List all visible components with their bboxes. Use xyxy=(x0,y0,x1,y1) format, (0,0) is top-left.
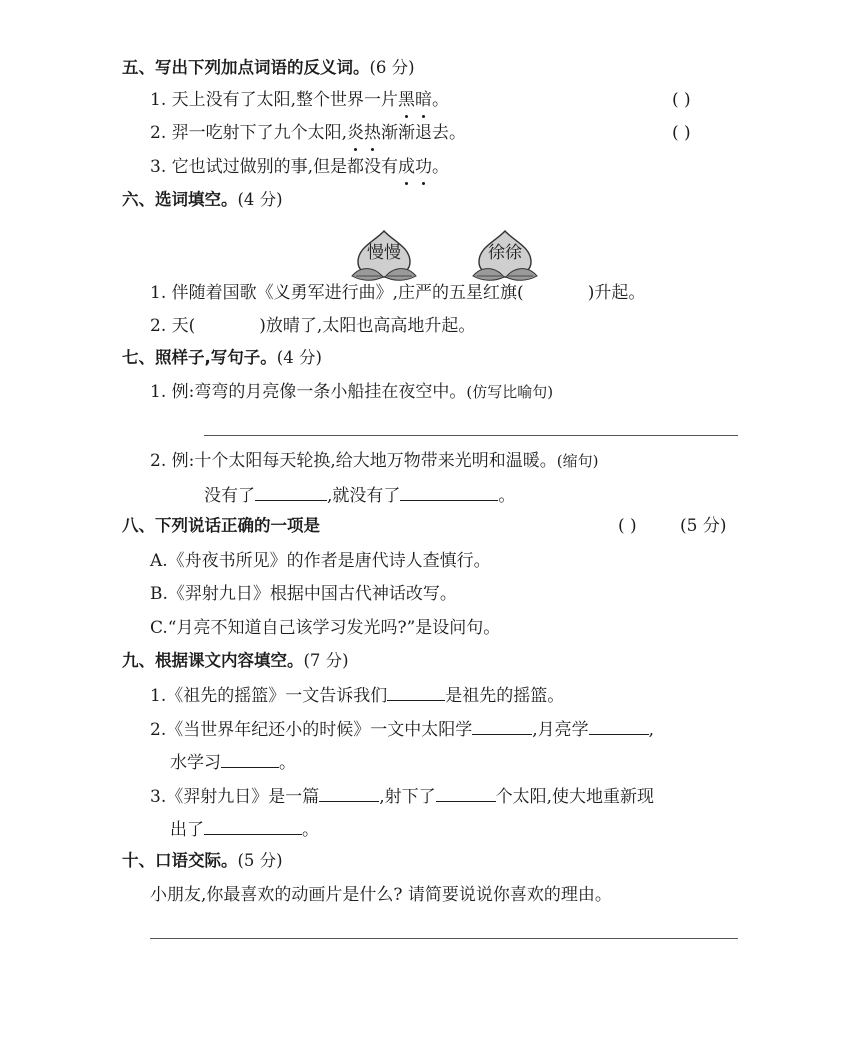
dotted-char: 功 xyxy=(415,157,433,177)
fill-blank[interactable] xyxy=(589,716,649,735)
section-5-item-1: 1. 天上没有了太阳,整个世界一片黑暗。 xyxy=(150,90,450,110)
section-6-item-1: 1. 伴随着国歌《义勇军进行曲》,庄严的五星红旗( )升起。 xyxy=(150,283,646,303)
section-7-item-2: 2. 例:十个太阳每天轮换,给大地万物带来光明和温暖。(缩句) xyxy=(150,451,599,471)
fill-blank[interactable] xyxy=(221,749,279,768)
section-6-title: 六、选词填空。(4 分) xyxy=(122,190,283,209)
section-7-title: 七、照样子,写句子。(4 分) xyxy=(122,348,322,367)
fill-blank[interactable] xyxy=(387,682,445,701)
fill-blank[interactable] xyxy=(472,716,532,735)
answer-paren[interactable]: ( ) xyxy=(618,516,637,536)
dotted-word xyxy=(398,157,432,177)
section-7-item-2-answer: 没有了 ,就没有了 。 xyxy=(204,482,515,508)
section-7-item-1: 1. 例:弯弯的月亮像一条小船挂在夜空中。(仿写比喻句) xyxy=(150,382,554,402)
section-9-item-2-cont: 水学习 。 xyxy=(170,749,296,775)
fill-blank[interactable] xyxy=(255,482,327,501)
fill-blank[interactable] xyxy=(400,482,498,501)
section-10-prompt: 小朋友,你最喜欢的动画片是什么? 请简要说说你喜欢的理由。 xyxy=(150,885,612,905)
section-10-title: 十、口语交际。(5 分) xyxy=(122,851,283,870)
choice-word: 慢慢 xyxy=(367,243,401,263)
word-seed-2 xyxy=(470,229,540,281)
answer-paren[interactable]: ( ) xyxy=(672,123,691,143)
section-8-title: 八、下列说话正确的一项是 xyxy=(122,516,320,535)
choice-word: 徐徐 xyxy=(488,243,522,263)
section-6-item-2: 2. 天( )放晴了,太阳也高高地升起。 xyxy=(150,316,476,336)
answer-line[interactable] xyxy=(204,435,738,436)
dotted-char: 成 xyxy=(398,157,416,177)
option-b: B.《羿射九日》根据中国古代神话改写。 xyxy=(150,584,457,604)
dotted-word xyxy=(398,90,432,110)
word-seed-1 xyxy=(349,229,419,281)
option-a: A.《舟夜书所见》的作者是唐代诗人查慎行。 xyxy=(150,551,491,571)
fill-blank[interactable] xyxy=(204,816,302,835)
option-c: C.“月亮不知道自己该学习发光吗?”是设问句。 xyxy=(150,618,501,638)
fill-blank[interactable] xyxy=(319,783,379,802)
section-9-item-2: 2.《当世界年纪还小的时候》一文中太阳学 ,月亮学 , xyxy=(150,716,654,742)
section-5-item-2: 2. 羿一吃射下了九个太阳,炎热渐渐退去。 xyxy=(150,123,467,143)
fill-blank[interactable] xyxy=(436,783,496,802)
answer-line[interactable] xyxy=(150,938,738,939)
section-9-item-3: 3.《羿射九日》是一篇 ,射下了 个太阳,使大地重新现 xyxy=(150,783,654,809)
section-5-title: 五、写出下列加点词语的反义词。(6 分) xyxy=(122,58,415,77)
section-9-item-3-cont: 出了 。 xyxy=(170,816,319,842)
dotted-char: 炎 xyxy=(347,123,365,143)
dotted-word xyxy=(347,123,381,143)
section-5-item-3: 3. 它也试过做别的事,但是都没有成功。 xyxy=(150,157,450,177)
dotted-char: 暗 xyxy=(415,90,433,110)
section-9-title: 九、根据课文内容填空。(7 分) xyxy=(122,651,349,670)
section-9-item-1: 1.《祖先的摇篮》一文告诉我们 是祖先的摇篮。 xyxy=(150,682,564,708)
section-8-score: (5 分) xyxy=(680,516,727,536)
dotted-char: 热 xyxy=(364,123,382,143)
answer-paren[interactable]: ( ) xyxy=(672,90,691,110)
dotted-char: 黑 xyxy=(398,90,416,110)
